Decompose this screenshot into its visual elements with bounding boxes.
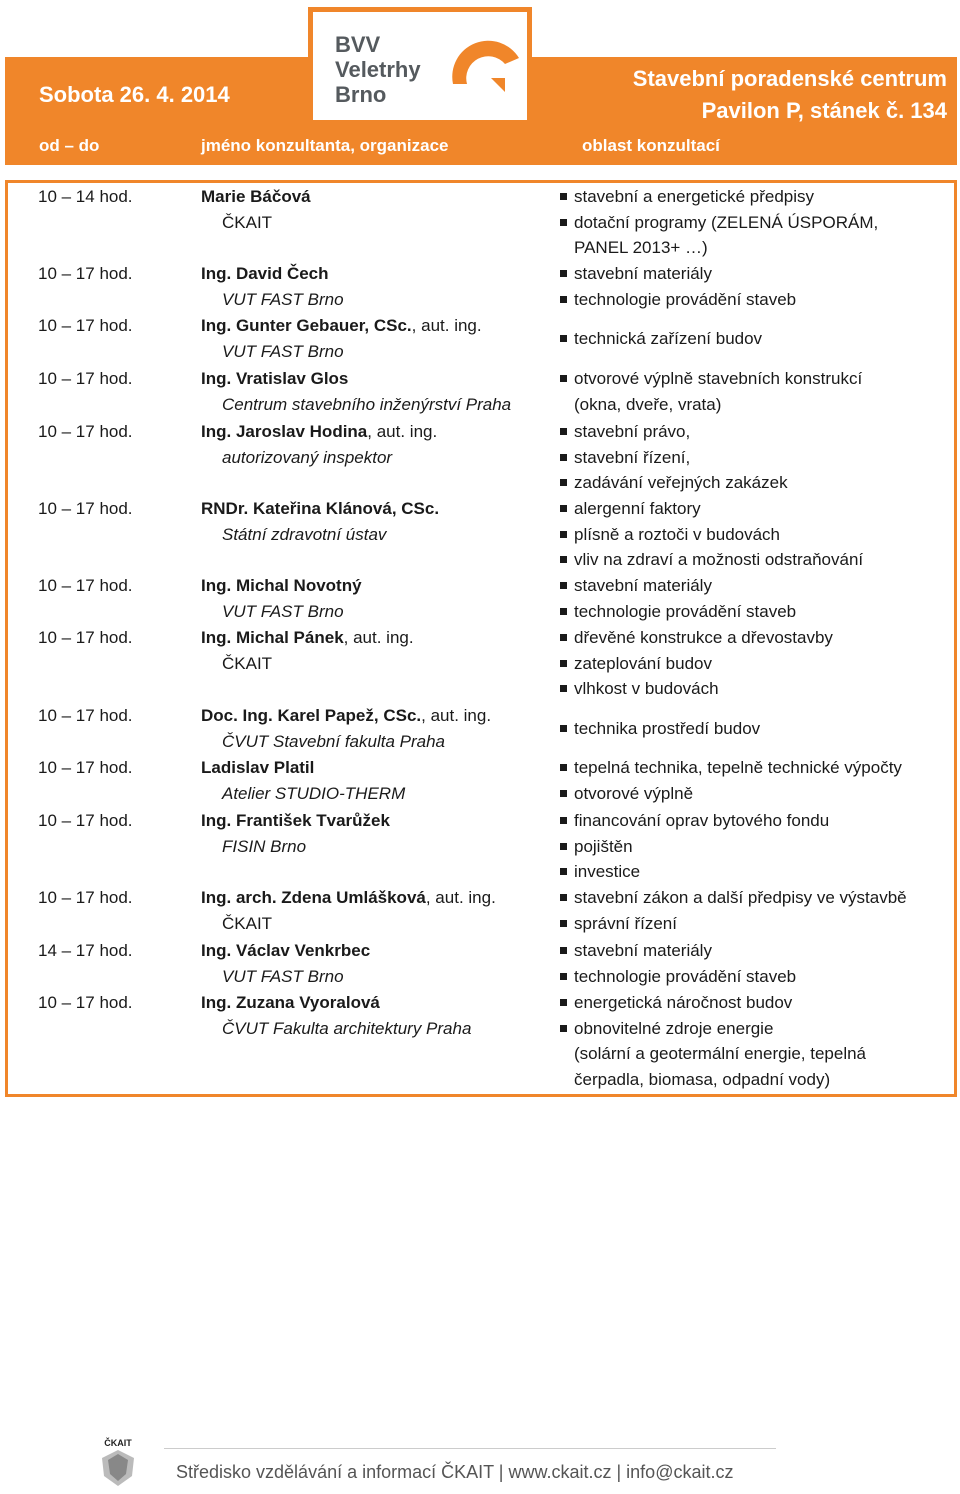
topic-item (560, 184, 878, 210)
consultant-name: Ing. David Čech (201, 264, 329, 283)
topic-text: správní řízení (574, 913, 677, 933)
square-bullet-icon (560, 556, 567, 563)
topic-item (560, 547, 863, 573)
square-bullet-icon (560, 634, 567, 641)
consultation-time: 10 – 17 hod. (38, 888, 133, 907)
topic-text: (okna, dveře, vrata) (574, 394, 722, 414)
topic-text: čerpadla, biomasa, odpadní vody) (574, 1069, 831, 1089)
square-bullet-icon (560, 685, 567, 692)
consultant-organization: VUT FAST Brno (222, 967, 344, 986)
consultant-title: , aut. ing. (421, 706, 492, 725)
consultation-time: 10 – 14 hod. (38, 187, 133, 206)
consultant-name: Ing. Michal Pánek (201, 628, 344, 647)
consultant-cell (201, 573, 362, 625)
topic-item (560, 938, 796, 964)
consultant-organization: autorizovaný inspektor (222, 448, 393, 467)
square-bullet-icon (560, 764, 567, 771)
consultant-name: Ing. Michal Novotný (201, 576, 362, 595)
topic-text: investice (574, 862, 641, 882)
topic-text: technika prostředí budov (574, 719, 761, 738)
consultant-name: Ing. Gunter Gebauer, CSc. (201, 316, 412, 335)
topic-item (560, 470, 788, 496)
consultant-name: RNDr. Kateřina Klánová, CSc. (201, 499, 440, 518)
footer-contact: Středisko vzdělávání a informací ČKAIT | www.ckait.cz | info@ckait.cz (176, 1462, 734, 1482)
consultant-cell (201, 755, 405, 807)
topic-list (560, 755, 902, 806)
topic-text: stavební materiály (574, 576, 712, 595)
topic-text: stavební právo, (574, 422, 691, 441)
consultant-organization: Atelier STUDIO-THERM (222, 784, 406, 803)
venue-location: Pavilon P, stánek č. 134 (701, 98, 947, 123)
square-bullet-icon (560, 947, 567, 954)
consultation-time: 10 – 17 hod. (38, 576, 133, 595)
topic-text: technologie provádění staveb (574, 289, 797, 309)
square-bullet-icon (560, 454, 567, 461)
svg-text:ČKAIT: ČKAIT (104, 1438, 132, 1448)
topic-text: zadávání veřejných zakázek (574, 473, 788, 493)
topic-item (560, 445, 788, 471)
topic-list (560, 366, 862, 417)
topic-text: financování oprav bytového fondu (574, 811, 830, 830)
consultation-time: 10 – 17 hod. (38, 758, 133, 777)
topic-item (560, 885, 907, 911)
topic-list (560, 716, 760, 742)
topic-text: stavební a energetické předpisy (574, 187, 815, 206)
consultant-organization: Státní zdravotní ústav (222, 525, 387, 544)
topic-item (560, 990, 866, 1016)
square-bullet-icon (560, 531, 567, 538)
topic-item (560, 496, 863, 522)
consultation-time: 10 – 17 hod. (38, 499, 133, 518)
event-date: Sobota 26. 4. 2014 (39, 82, 230, 107)
topic-item (560, 366, 862, 392)
consultant-cell (201, 990, 471, 1042)
consultant-cell (201, 313, 482, 365)
square-bullet-icon (560, 193, 567, 200)
square-bullet-icon (560, 999, 567, 1006)
topic-text: otvorové výplně (574, 783, 694, 803)
topic-list (560, 990, 866, 1092)
square-bullet-icon (560, 608, 567, 615)
consultant-cell (201, 625, 414, 677)
topic-text: obnovitelné zdroje energie (574, 1018, 774, 1038)
footer-divider (164, 1448, 776, 1449)
consultant-cell (201, 184, 311, 236)
consultant-cell (201, 261, 344, 313)
topic-item-continuation (560, 1041, 866, 1067)
square-bullet-icon (560, 725, 567, 732)
square-bullet-icon (560, 843, 567, 850)
venue-title: Stavební poradenské centrum (632, 66, 947, 91)
topic-text: stavební řízení, (574, 447, 691, 467)
consultation-time: 10 – 17 hod. (38, 316, 133, 335)
square-bullet-icon (560, 428, 567, 435)
topic-list (560, 419, 788, 496)
topic-text: vliv na zdraví a možnosti odstraňování (574, 550, 864, 570)
consultation-time: 14 – 17 hod. (38, 941, 133, 960)
square-bullet-icon (560, 582, 567, 589)
square-bullet-icon (560, 335, 567, 342)
square-bullet-icon (560, 505, 567, 512)
consultant-organization: ČKAIT (222, 654, 273, 673)
topic-text: stavební materiály (574, 941, 712, 960)
topic-text: otvorové výplně stavebních konstrukcí (574, 369, 863, 388)
topic-text: energetická náročnost budov (574, 993, 793, 1012)
consultation-time: 10 – 17 hod. (38, 264, 133, 283)
bvv-logo-mark-icon (447, 24, 525, 114)
topic-item (560, 651, 833, 677)
consultant-cell (201, 885, 496, 937)
consultant-name: Ing. Jaroslav Hodina (201, 422, 368, 441)
topic-item (560, 911, 907, 937)
topic-list (560, 261, 796, 312)
consultant-name: Ing. arch. Zdena Umlášková (201, 888, 426, 907)
topic-item (560, 419, 788, 445)
consultant-name: Ing. Zuzana Vyoralová (201, 993, 380, 1012)
column-header-name: jméno konzultanta, organizace (201, 136, 449, 155)
topic-list (560, 496, 863, 573)
topic-item-continuation (560, 235, 878, 261)
consultant-cell (201, 938, 370, 990)
consultant-title: , aut. ing. (367, 422, 438, 441)
square-bullet-icon (560, 973, 567, 980)
square-bullet-icon (560, 790, 567, 797)
square-bullet-icon (560, 219, 567, 226)
square-bullet-icon (560, 660, 567, 667)
consultant-organization: ČVUT Fakulta architektury Praha (222, 1019, 472, 1038)
topic-item (560, 716, 760, 742)
consultant-name: Ing. František Tvarůžek (201, 811, 390, 830)
bvv-logo-text: BVV Veletrhy Brno (335, 32, 421, 107)
ckait-logo-icon (96, 1436, 140, 1488)
topic-list (560, 184, 878, 261)
consultant-organization: VUT FAST Brno (222, 342, 344, 361)
column-header-time: od – do (39, 136, 100, 155)
consultant-title: , aut. ing. (343, 628, 414, 647)
topic-list (560, 625, 833, 702)
topic-item (560, 326, 762, 352)
topic-list (560, 808, 829, 885)
topic-text: plísně a roztoči v budovách (574, 524, 781, 544)
consultant-name: Ing. Vratislav Glos (201, 369, 349, 388)
column-header-topics: oblast konzultací (582, 136, 720, 155)
topic-item-continuation (560, 392, 862, 418)
consultation-time: 10 – 17 hod. (38, 422, 133, 441)
consultant-name: Ing. Václav Venkrbec (201, 941, 371, 960)
square-bullet-icon (560, 270, 567, 277)
topic-text: PANEL 2013+ …) (574, 238, 708, 258)
consultant-title: , aut. ing. (411, 316, 482, 335)
topic-item (560, 834, 829, 860)
topic-list (560, 938, 796, 989)
topic-item (560, 210, 878, 236)
topic-text: (solární a geotermální energie, tepelná (574, 1044, 867, 1064)
topic-item (560, 261, 796, 287)
consultant-organization: VUT FAST Brno (222, 602, 344, 621)
topic-text: tepelná technika, tepelně technické výpočty (574, 758, 902, 777)
bvv-logo (308, 7, 532, 125)
consultant-cell (201, 496, 439, 548)
topic-text: vlhkost v budovách (574, 679, 719, 699)
topic-item (560, 859, 829, 885)
consultant-organization: Centrum stavebního inženýrství Praha (222, 395, 512, 414)
topic-list (560, 573, 796, 624)
consultant-organization: ČKAIT (222, 213, 273, 232)
topic-list (560, 885, 907, 936)
topic-text: alergenní faktory (574, 499, 701, 518)
consultation-time: 10 – 17 hod. (38, 628, 133, 647)
topic-item (560, 625, 833, 651)
square-bullet-icon (560, 817, 567, 824)
topic-text: dotační programy (ZELENÁ ÚSPORÁM, (574, 212, 879, 232)
topic-item (560, 287, 796, 313)
topic-text: technologie provádění staveb (574, 601, 797, 621)
topic-text: zateplování budov (574, 653, 712, 673)
topic-item (560, 676, 833, 702)
topic-item (560, 522, 863, 548)
topic-text: pojištěn (574, 836, 633, 856)
topic-text: stavební zákon a další předpisy ve výstavbě (574, 888, 907, 907)
consultant-name: Ladislav Platil (201, 758, 315, 777)
topic-item (560, 599, 796, 625)
square-bullet-icon (560, 479, 567, 486)
topic-list (560, 326, 762, 352)
consultant-organization: FISIN Brno (222, 837, 307, 856)
consultation-time: 10 – 17 hod. (38, 993, 133, 1012)
consultant-organization: ČVUT Stavební fakulta Praha (222, 732, 446, 751)
topic-text: technická zařízení budov (574, 329, 763, 348)
topic-item (560, 573, 796, 599)
topic-text: stavební materiály (574, 264, 712, 283)
topic-text: technologie provádění staveb (574, 966, 797, 986)
square-bullet-icon (560, 375, 567, 382)
square-bullet-icon (560, 920, 567, 927)
consultant-cell (201, 419, 437, 471)
consultation-time: 10 – 17 hod. (38, 369, 133, 388)
topic-item (560, 781, 902, 807)
square-bullet-icon (560, 1025, 567, 1032)
consultation-time: 10 – 17 hod. (38, 706, 133, 725)
consultant-title: , aut. ing. (425, 888, 496, 907)
topic-text: dřevěné konstrukce a dřevostavby (574, 628, 833, 647)
topic-item (560, 964, 796, 990)
topic-item (560, 808, 829, 834)
consultant-cell (201, 808, 390, 860)
square-bullet-icon (560, 894, 567, 901)
square-bullet-icon (560, 868, 567, 875)
consultant-name: Doc. Ing. Karel Papež, CSc. (201, 706, 422, 725)
square-bullet-icon (560, 296, 567, 303)
consultation-time: 10 – 17 hod. (38, 811, 133, 830)
topic-item-continuation (560, 1067, 866, 1093)
consultant-cell (201, 703, 491, 755)
topic-item (560, 1016, 866, 1042)
consultant-organization: VUT FAST Brno (222, 290, 344, 309)
consultant-name: Marie Báčová (201, 187, 311, 206)
consultant-cell (201, 366, 511, 418)
topic-item (560, 755, 902, 781)
consultant-organization: ČKAIT (222, 914, 273, 933)
